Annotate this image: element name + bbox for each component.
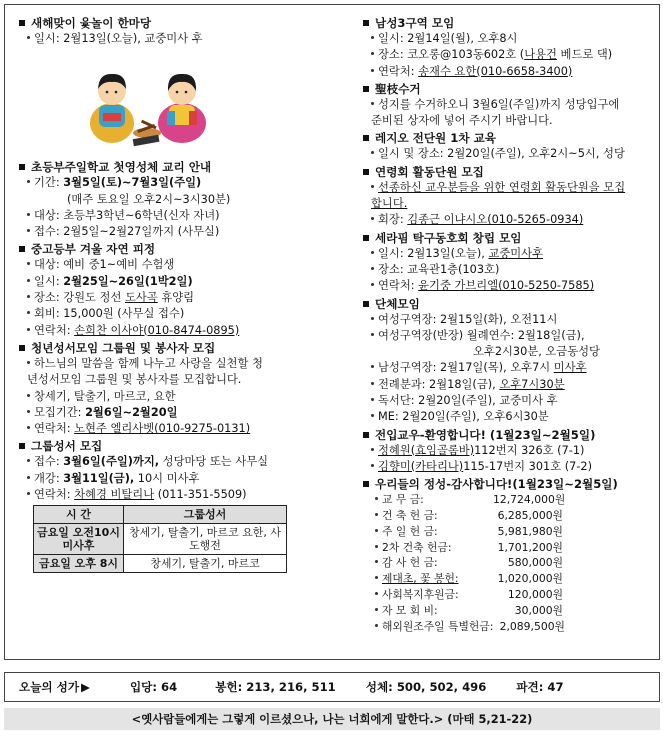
list-item: 해외원조주일 특별헌금: 2,089,500원 xyxy=(375,619,661,635)
info-line: 회비: 15,000원 (사무실 접수) xyxy=(17,306,347,322)
section-title: 청년성서모임 그룹원 및 봉사자 모집 xyxy=(17,340,347,356)
dot-bullet-icon xyxy=(371,382,374,385)
section-title: 단체모임 xyxy=(361,296,661,312)
hymn-offertory: 봉헌: 213, 216, 511 xyxy=(215,680,336,694)
section-new-year xyxy=(17,15,347,47)
dot-bullet-icon xyxy=(27,394,30,397)
square-bullet-icon xyxy=(363,135,369,141)
info-line: 일시: 2월13일(오늘), 교중미사 후 xyxy=(17,31,347,47)
info-line: 여성구역장(반장) 월례연수: 2월18일(금), xyxy=(361,328,661,344)
dot-bullet-icon xyxy=(375,560,378,563)
square-bullet-icon xyxy=(19,443,25,449)
info-line: 일시: 2월25일~26일(1박2일) xyxy=(17,274,347,290)
hymn-footer xyxy=(4,672,660,702)
hymn-communion: 성체: 500, 502, 496 xyxy=(365,680,487,694)
dot-bullet-icon xyxy=(27,213,30,216)
info-line: 연락처: 노현주 엘리사벳(010-9275-0131) xyxy=(17,421,347,437)
dot-bullet-icon xyxy=(375,497,378,500)
dot-bullet-icon xyxy=(375,513,378,516)
square-bullet-icon xyxy=(363,86,369,92)
info-line: 대상: 예비 중1~예비 수험생 xyxy=(17,257,347,273)
info-line: 일시: 2월14일(월), 오후8시 xyxy=(361,31,661,47)
list-item: 사회복지후원금: 120,000원 xyxy=(375,587,661,603)
info-line: 하느님의 말씀을 함께 나누고 사랑을 실천할 청년성서모임 그룹원 및 봉사자를 모집합니다. xyxy=(27,356,263,387)
dot-bullet-icon xyxy=(371,448,374,451)
dot-bullet-icon xyxy=(375,608,378,611)
dot-bullet-icon xyxy=(27,36,30,39)
section-palm-collection xyxy=(361,81,661,130)
dot-bullet-icon xyxy=(27,295,30,298)
info-line: 연락처: 손희찬 이사야(010-8474-0895) xyxy=(17,323,347,339)
table-cell: 금요일 오후 8시 xyxy=(34,555,124,573)
table-cell: 금요일 오전10시 미사후 xyxy=(34,524,124,555)
dot-bullet-icon xyxy=(371,52,374,55)
square-bullet-icon xyxy=(363,20,369,26)
dot-bullet-icon xyxy=(371,102,374,105)
hymn-entrance: 입당: 64 xyxy=(129,680,178,694)
info-line: 정혜원(효임골롬바)112번지 326호 (7-1) xyxy=(361,443,661,459)
section-title: 우리들의 정성-감사합니다!(1월23일~2월5일) xyxy=(361,476,661,492)
info-line: 연락처: 차혜경 비탈리나 (011-351-5509) xyxy=(17,487,347,503)
dot-bullet-icon xyxy=(27,361,30,364)
schedule-table xyxy=(33,505,287,573)
section-title: 연령회 활동단원 모집 xyxy=(361,164,661,180)
info-line: 여성구역장: 2월15일(화), 오전11시 xyxy=(361,312,661,328)
info-line: 선종하신 교우분들을 위한 연령회 활동단원을 모집합니다. xyxy=(371,180,626,211)
dot-bullet-icon xyxy=(375,624,378,627)
list-item: 2차 건축 헌금: 1,701,200원 xyxy=(375,540,661,556)
list-item: 주 일 헌 금: 5,981,980원 xyxy=(375,524,661,540)
left-column xyxy=(17,15,347,574)
dot-bullet-icon xyxy=(27,262,30,265)
dot-bullet-icon xyxy=(371,185,374,188)
section-title: 남성3구역 모임 xyxy=(361,15,661,31)
section-youth-bible xyxy=(17,340,347,437)
dot-bullet-icon xyxy=(371,36,374,39)
info-line: 성지를 수거하오니 3월6일(주일)까지 성당입구에 준비된 상자에 넣어 주시기 바랍니다. xyxy=(371,97,620,128)
dot-bullet-icon xyxy=(371,151,374,154)
info-line: 창세기, 탈출기, 마르코, 요한 xyxy=(17,389,347,405)
section-namseong xyxy=(361,15,661,80)
square-bullet-icon xyxy=(363,235,369,241)
yut-game-illustration xyxy=(77,61,217,147)
section-title: 레지오 전단원 1차 교육 xyxy=(361,130,661,146)
info-line: 장소: 강원도 정선 도사곡 휴양림 xyxy=(17,290,347,306)
list-item: 건 축 헌 금: 6,285,000원 xyxy=(375,508,661,524)
bulletin-frame xyxy=(4,4,660,660)
list-item: 자 모 회 비: 30,000원 xyxy=(375,603,661,619)
info-line: 독서단: 2월20일(주일), 교중미사 후 xyxy=(361,393,661,409)
section-group-bible xyxy=(17,438,347,573)
dot-bullet-icon xyxy=(27,426,30,429)
table-cell: 창세기, 탈출기, 마르코 요한, 사도행전 xyxy=(124,524,287,555)
list-item: 감 사 헌 금: 580,000원 xyxy=(375,555,661,571)
dot-bullet-icon xyxy=(371,317,374,320)
section-title: 전입교우-환영합니다! (1월23일~2월5일) xyxy=(361,427,661,443)
dot-bullet-icon xyxy=(27,328,30,331)
hymn-label: 오늘의 성가 xyxy=(19,680,80,694)
table-row xyxy=(34,555,287,573)
section-legio xyxy=(361,130,661,162)
dot-bullet-icon xyxy=(375,529,378,532)
section-offering xyxy=(361,476,661,634)
section-winter-camp xyxy=(17,241,347,338)
dot-bullet-icon xyxy=(27,459,30,462)
table-row xyxy=(34,524,287,555)
section-federation xyxy=(361,164,661,229)
square-bullet-icon xyxy=(19,345,25,351)
info-line: 장소: 교육관1층(103호) xyxy=(361,262,661,278)
section-title: 중고등부 겨울 자연 피정 xyxy=(17,241,347,257)
square-bullet-icon xyxy=(19,164,25,170)
info-line: 기간: 3월5일(토)~7월3일(주일) xyxy=(17,175,347,191)
hymn-dismissal: 파견: 47 xyxy=(516,680,564,694)
dot-bullet-icon xyxy=(371,69,374,72)
section-groups xyxy=(361,296,661,426)
offering-list xyxy=(361,492,661,634)
square-bullet-icon xyxy=(19,246,25,252)
dot-bullet-icon xyxy=(371,267,374,270)
table-header: 그룹성서 xyxy=(124,506,287,524)
table-cell: 창세기, 탈출기, 마르코 xyxy=(124,555,287,573)
dot-bullet-icon xyxy=(27,476,30,479)
section-title: 새해맞이 윷놀이 한마당 xyxy=(17,15,347,31)
square-bullet-icon xyxy=(363,301,369,307)
info-line: 개강: 3월11일(금), 10시 미사후 xyxy=(17,471,347,487)
dot-bullet-icon xyxy=(371,217,374,220)
dot-bullet-icon xyxy=(371,333,374,336)
info-line: ME: 2월20일(주일), 오후6시30분 xyxy=(361,409,661,425)
square-bullet-icon xyxy=(363,432,369,438)
dot-bullet-icon xyxy=(375,576,378,579)
info-line: 연락처: 윤기중 가브리엘(010-5250-7585) xyxy=(361,278,661,294)
dot-bullet-icon xyxy=(27,229,30,232)
info-line: 전례분과: 2월18일(금), 오후7시30분 xyxy=(361,377,661,393)
dot-bullet-icon xyxy=(371,398,374,401)
gospel-quote: <옛사람들에게는 그렇게 이르셨으나, 나는 너희에게 말한다.> (마태 5,21-22) xyxy=(4,708,660,730)
info-line: 모집기간: 2월6일~2월20일 xyxy=(17,405,347,421)
dot-bullet-icon xyxy=(371,283,374,286)
square-bullet-icon xyxy=(363,169,369,175)
children-playing-icon xyxy=(77,61,217,147)
section-title: 세라핌 탁구동호회 창립 모임 xyxy=(361,230,661,246)
info-note: (매주 토요일 오후2시~3시30분) xyxy=(67,192,231,206)
info-line: 회장: 김종근 이냐시오(010-5265-0934) xyxy=(361,212,661,228)
dot-bullet-icon xyxy=(375,545,378,548)
square-bullet-icon xyxy=(19,20,25,26)
info-line: 김향미(카타리나)115-17번지 301호 (7-2) xyxy=(361,459,661,475)
dot-bullet-icon xyxy=(371,414,374,417)
section-title: 초등부주일학교 첫영성체 교리 안내 xyxy=(17,159,347,175)
info-line: 남성구역장: 2월17일(목), 오후7시 미사후 xyxy=(361,360,661,376)
dot-bullet-icon xyxy=(371,464,374,467)
list-item: 제대초, 꽃 봉헌: 1,020,000원 xyxy=(375,571,661,587)
dot-bullet-icon xyxy=(27,279,30,282)
table-header: 시 간 xyxy=(34,506,124,524)
dot-bullet-icon xyxy=(27,180,30,183)
dot-bullet-icon xyxy=(371,365,374,368)
section-first-communion xyxy=(17,159,347,240)
info-line: 일시 및 장소: 2월20일(주일), 오후2시~5시, 성당 xyxy=(361,146,661,162)
section-title: 聖枝수거 xyxy=(361,81,661,97)
info-line: 장소: 코오롱@103동602호 (나용건 베드로 댁) xyxy=(361,47,661,63)
dot-bullet-icon xyxy=(375,592,378,595)
section-title: 그룹성서 모집 xyxy=(17,438,347,454)
dot-bullet-icon xyxy=(27,410,30,413)
info-line: 접수: 2월5일~2월27일까지 (사무실) xyxy=(17,224,347,240)
info-line: 대상: 초등부3학년~6학년(신자 자녀) xyxy=(17,208,347,224)
info-line: 접수: 3월6일(주일)까지, 성당마당 또는 사무실 xyxy=(17,454,347,470)
table-header-row xyxy=(34,506,287,524)
info-note: 오후2시30분, 오금동성당 xyxy=(473,345,600,359)
list-item: 교 무 금: 12,724,000원 xyxy=(375,492,661,508)
info-line: 일시: 2월13일(오늘), 교중미사후 xyxy=(361,246,661,262)
section-table-tennis xyxy=(361,230,661,295)
arrow-icon: ▶ xyxy=(81,680,90,694)
info-line: 연락처: 송재수 요한(010-6658-3400) xyxy=(361,64,661,80)
right-column xyxy=(361,15,661,635)
dot-bullet-icon xyxy=(27,492,30,495)
section-welcome xyxy=(361,427,661,476)
dot-bullet-icon xyxy=(371,251,374,254)
square-bullet-icon xyxy=(363,481,369,487)
dot-bullet-icon xyxy=(27,311,30,314)
